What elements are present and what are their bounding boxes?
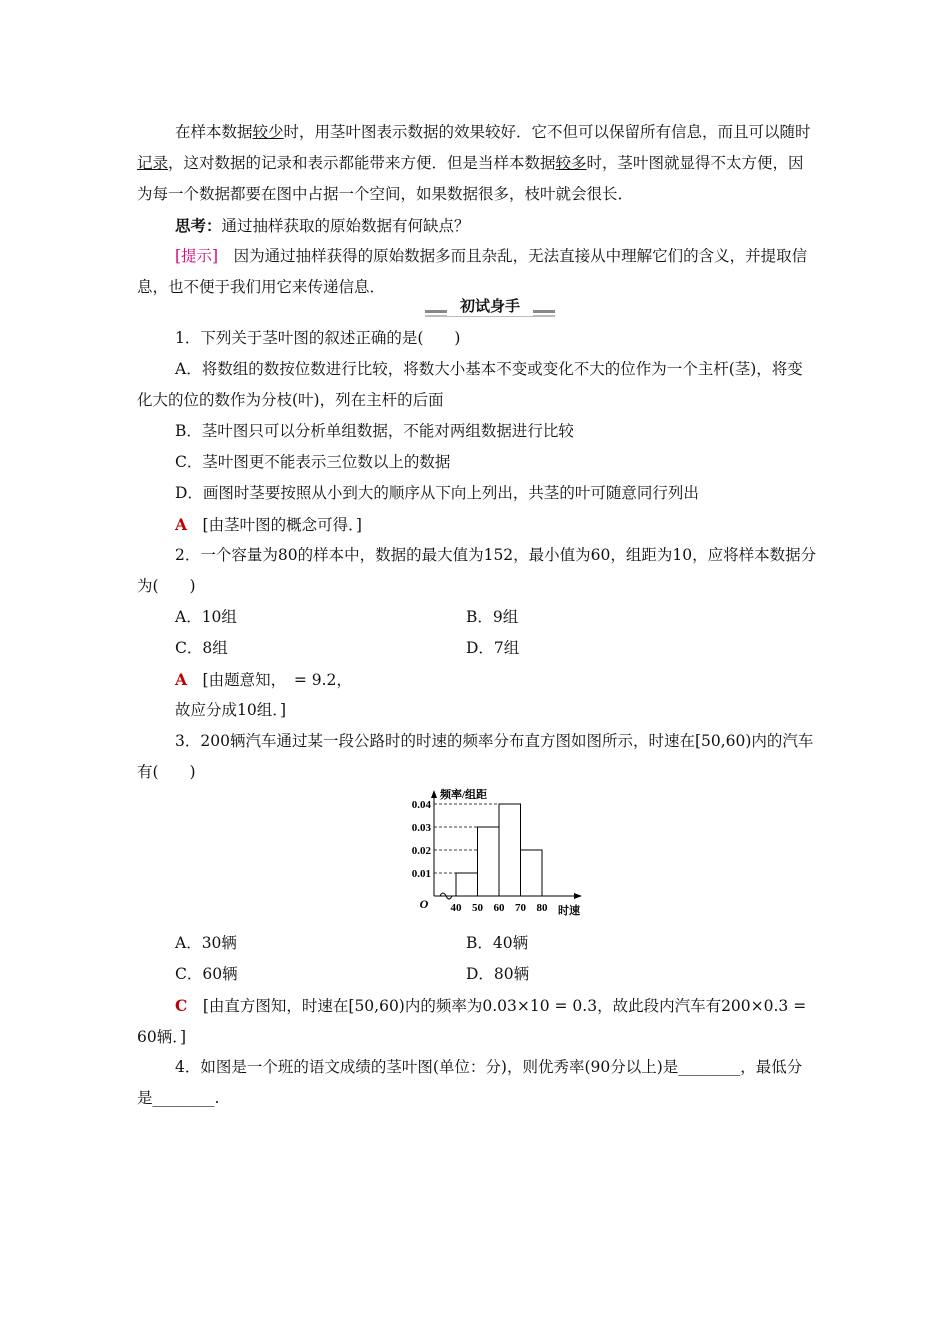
y-tick-label: 0.04 [411,799,431,811]
q1-option-d: D．画图时茎要按照从小到大的顺序从下向上列出，共茎的叶可随意同行列出 [175,484,699,502]
q2-option-a: A．10组 [175,608,237,626]
x-tick-label: 70 [515,902,526,914]
y-axis-label: 频率/组距 [440,789,488,801]
x-tick-label: 50 [472,902,483,914]
origin-label: O [419,897,429,911]
section-title: 初试身手 [459,297,520,315]
q3-option-b: B．40辆 [466,934,529,952]
hint-text: 因为通过抽样获得的原始数据多而且杂乱，无法直接从中理解它们的含义，并提取信息，也不便于我们用它来传递信息． [137,247,808,296]
q1-option-a: A．将数组的数按位数进行比较，将数大小基本不变或变化不大的位作为一个主杆(茎)，将变化大的位的数作为分枝(叶)，列在主杆的后面 [137,360,803,409]
q1-option-c: C．茎叶图更不能表示三位数以上的数据 [175,453,451,471]
section-header [425,296,555,318]
q3-answer [137,990,817,1053]
y-tick-label: 0.03 [411,822,431,834]
y-tick-label: 0.02 [411,845,431,857]
x-tick-label: 80 [536,902,548,914]
histogram-bar [456,873,478,896]
q2-conclusion: 故应分成10组．] [175,701,287,719]
x-tick-label: 40 [450,902,462,914]
underlined-term: 记录 [137,154,169,172]
q3-stem: 3．200辆汽车通过某一段公路时的时速的频率分布直方图如图所示，时速在[50,60)内的汽车有( ) [137,732,814,781]
q3-option-d: D．80辆 [466,965,530,983]
x-axis-label: 时速 [558,905,580,917]
histogram-bar [521,850,543,896]
x-axis-arrow [574,893,582,899]
y-axis-arrow [431,790,437,798]
q2-option-c: C．8组 [175,639,228,657]
q3-answer-letter: C [175,996,188,1015]
intro-text: 时，茎叶图就显得不太方便，因为每一个数据都要在图中占据一个空间，如果数据很多，枝叶就会很长． [137,154,804,203]
q1-explanation: [由茎叶图的概念可得．] [187,516,362,534]
intro-paragraph [137,117,817,210]
hint-paragraph [137,241,817,303]
think-question [137,210,817,242]
intro-text: ，这对数据的记录和表示都能带来方便．但是当样本数据 [168,154,556,172]
q1-option-b: B．茎叶图只可以分析单组数据，不能对两组数据进行比较 [175,422,574,440]
q2-answer [137,664,817,696]
intro-text: 在样本数据 [175,123,253,141]
q1-answer-letter: A [175,515,188,534]
q2-answer-letter: A [175,670,188,689]
intro-text: 时，用茎叶图表示数据的效果较好．它不但可以保留所有信息，而且可以随时 [283,123,811,141]
histogram-bar [478,827,500,896]
y-tick-label: 0.01 [411,868,431,880]
q2-option-d: D．7组 [466,639,520,657]
histogram-bar [499,804,521,896]
q3-option-a: A．30辆 [175,934,237,952]
q1-stem: 1．下列关于茎叶图的叙述正确的是( ) [175,329,461,347]
hint-label: [提示] [175,247,219,265]
q2-stem: 2．一个容量为80的样本中，数据的最大值为152，最小值为60，组距为10，应将样本数据分为( ) [137,546,817,595]
q4-stem: 4．如图是一个班的语文成绩的茎叶图(单位：分)，则优秀率(90分以上)是________，最低分是________. [137,1058,803,1107]
q2-option-b: B．9组 [466,608,519,626]
underlined-term: 较多 [555,154,587,172]
q2-explanation: [由题意知， = 9.2， [187,671,352,689]
q1-answer [137,509,817,541]
q3-option-c: C．60辆 [175,965,238,983]
underlined-term: 较少 [252,123,284,141]
x-tick-label: 60 [493,902,505,914]
think-text: 通过抽样获取的原始数据有何缺点？ [221,217,470,235]
q3-explanation: [由直方图知，时速在[50,60)内的频率为0.03×10 = 0.3，故此段内汽车有200×0.3 = 60辆．] [137,997,807,1046]
think-label: 思考： [175,216,222,235]
histogram-chart [400,786,590,921]
